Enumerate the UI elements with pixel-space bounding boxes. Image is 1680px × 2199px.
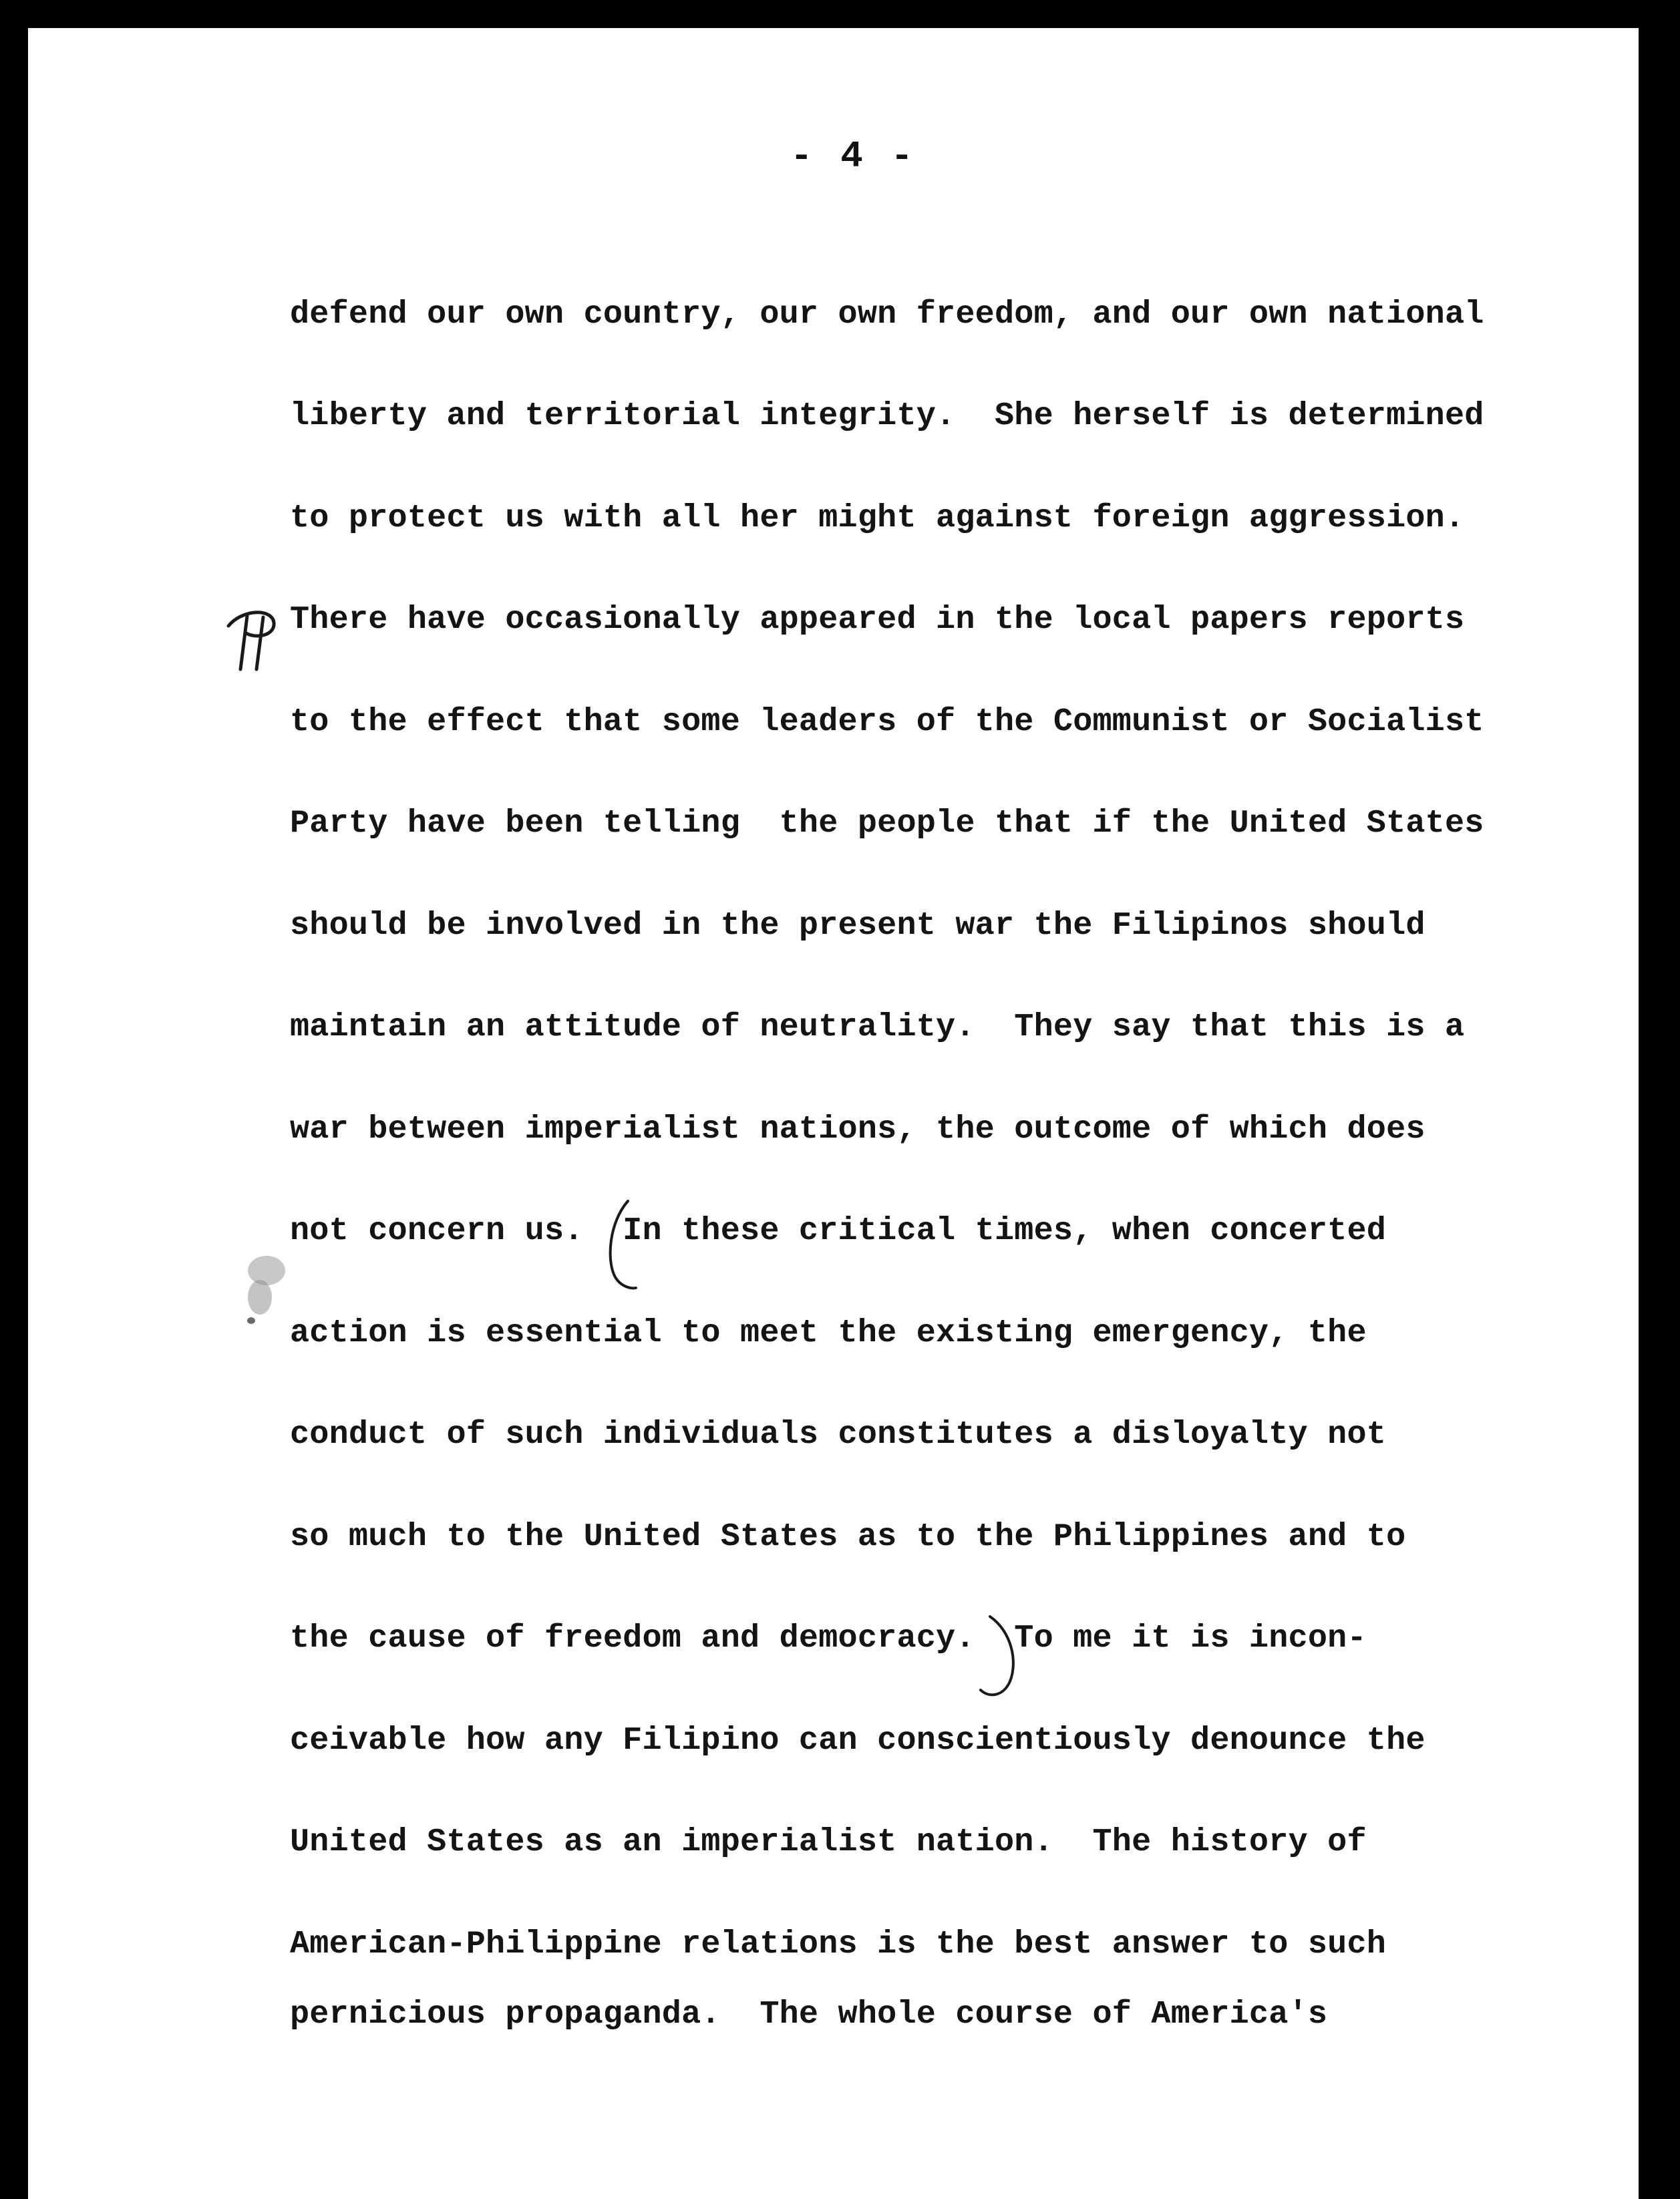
paragraph-mark-icon <box>222 603 295 676</box>
body-line: maintain an attitude of neutrality. They say that this is a <box>290 1009 1465 1045</box>
open-bracket-icon <box>601 1196 641 1296</box>
body-line: There have occasionally appeared in the local papers reports <box>290 601 1465 638</box>
ink-smudge <box>236 1244 297 1331</box>
body-line: defend our own country, our own freedom, and our own national <box>290 296 1484 333</box>
body-line: conduct of such individuals constitutes a disloyalty not <box>290 1416 1387 1453</box>
body-line: liberty and territorial integrity. She herself is determined <box>290 397 1484 434</box>
document-page <box>28 28 1639 2199</box>
body-line: pernicious propaganda. The whole course of America's <box>290 1996 1328 2033</box>
body-line: so much to the United States as to the Philippines and to <box>290 1518 1406 1555</box>
body-line: to protect us with all her might against foreign aggression. <box>290 500 1465 536</box>
body-line: ceivable how any Filipino can conscientiously denounce the <box>290 1722 1425 1759</box>
close-bracket-icon <box>977 1611 1030 1705</box>
body-line: should be involved in the present war the Filipinos should <box>290 907 1425 944</box>
body-line: action is essential to meet the existing emergency, the <box>290 1315 1367 1351</box>
body-line: Party have been telling the people that if the United States <box>290 805 1484 842</box>
page-number: - 4 - <box>790 135 916 178</box>
body-line: the cause of freedom and democracy. To me it is incon- <box>290 1620 1367 1657</box>
body-line: to the effect that some leaders of the Communist or Socialist <box>290 703 1484 740</box>
body-line: United States as an imperialist nation. The history of <box>290 1824 1367 1860</box>
body-line: American-Philippine relations is the best answer to such <box>290 1926 1387 1963</box>
scan-border <box>1640 0 1680 2196</box>
body-line: not concern us. In these critical times, when concerted <box>290 1212 1387 1249</box>
body-line: war between imperialist nations, the outcome of which does <box>290 1111 1425 1148</box>
